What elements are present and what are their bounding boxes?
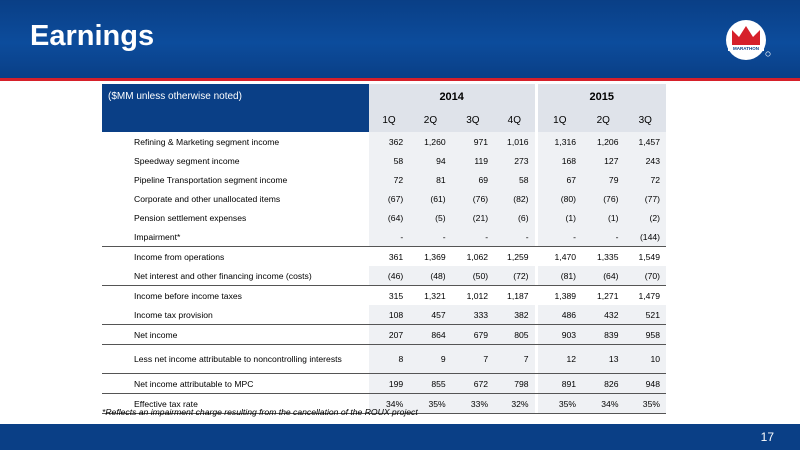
value-cell-2014: 119: [452, 151, 494, 170]
value-cell-2014: 333: [452, 305, 494, 325]
table-row: [102, 286, 666, 306]
value-cell-2015: 839: [582, 325, 624, 345]
value-cell-2014: 1,260: [409, 132, 451, 151]
value-cell-2015: 35%: [624, 394, 666, 414]
value-cell-2014: (67): [369, 189, 409, 208]
value-cell-2015: (77): [624, 189, 666, 208]
value-cell-2015: 243: [624, 151, 666, 170]
value-cell-2014: -: [452, 227, 494, 247]
value-cell-2015: 72: [624, 170, 666, 189]
value-cell-2015: (1): [538, 208, 582, 227]
row-label: Effective tax rate: [102, 394, 369, 414]
value-cell-2014: 1,016: [494, 132, 534, 151]
value-cell-2015: 521: [624, 305, 666, 325]
year-header-2015: 2015: [538, 84, 666, 109]
value-cell-2015: 1,316: [538, 132, 582, 151]
value-cell-2015: (81): [538, 266, 582, 286]
quarter-header: 3Q: [624, 109, 666, 132]
value-cell-2014: 34%: [369, 394, 409, 414]
value-cell-2014: (21): [452, 208, 494, 227]
value-cell-2015: 432: [582, 305, 624, 325]
value-cell-2014: 672: [452, 374, 494, 394]
quarter-header: 3Q: [452, 109, 494, 132]
value-cell-2014: 72: [369, 170, 409, 189]
value-cell-2014: 864: [409, 325, 451, 345]
value-cell-2015: 1,549: [624, 247, 666, 267]
value-cell-2014: 855: [409, 374, 451, 394]
value-cell-2014: 69: [452, 170, 494, 189]
value-cell-2015: (70): [624, 266, 666, 286]
value-cell-2014: (61): [409, 189, 451, 208]
value-cell-2015: (80): [538, 189, 582, 208]
table-row: [102, 247, 666, 267]
value-cell-2014: 1,321: [409, 286, 451, 306]
footer-bar: [0, 424, 800, 450]
value-cell-2015: 34%: [582, 394, 624, 414]
value-cell-2015: 79: [582, 170, 624, 189]
row-label: Net income attributable to MPC: [102, 374, 369, 394]
value-cell-2014: 207: [369, 325, 409, 345]
row-label: Impairment*: [134, 231, 181, 242]
value-cell-2015: 1,457: [624, 132, 666, 151]
table-row: [102, 266, 666, 286]
table-row: [102, 151, 666, 170]
value-cell-2015: 486: [538, 305, 582, 325]
marathon-logo-icon: [718, 12, 776, 62]
page-number: 17: [760, 430, 774, 444]
table-row: [102, 374, 666, 394]
year-header-2014: 2014: [369, 84, 535, 109]
value-cell-2014: (50): [452, 266, 494, 286]
value-cell-2015: 168: [538, 151, 582, 170]
value-cell-2015: 127: [582, 151, 624, 170]
value-cell-2014: -: [409, 227, 451, 247]
value-cell-2014: 382: [494, 305, 534, 325]
value-cell-2014: (82): [494, 189, 534, 208]
value-cell-2015: (144): [624, 227, 666, 247]
value-cell-2015: 948: [624, 374, 666, 394]
value-cell-2014: 361: [369, 247, 409, 267]
value-cell-2015: (76): [582, 189, 624, 208]
value-cell-2015: 826: [582, 374, 624, 394]
unit-label: ($MM unless otherwise noted): [102, 84, 369, 132]
quarter-header: 4Q: [494, 109, 534, 132]
earnings-table: [102, 84, 666, 414]
value-cell-2015: 13: [582, 345, 624, 374]
table-row: [102, 325, 666, 345]
row-label: Income before income taxes: [102, 286, 369, 306]
row-label: Net interest and other financing income (costs): [134, 270, 312, 281]
value-cell-2014: 199: [369, 374, 409, 394]
value-cell-2014: 971: [452, 132, 494, 151]
value-cell-2015: 10: [624, 345, 666, 374]
value-cell-2015: -: [582, 227, 624, 247]
value-cell-2014: 1,062: [452, 247, 494, 267]
value-cell-2015: 958: [624, 325, 666, 345]
value-cell-2014: 35%: [409, 394, 451, 414]
value-cell-2015: 1,335: [582, 247, 624, 267]
value-cell-2014: (46): [369, 266, 409, 286]
value-cell-2015: 891: [538, 374, 582, 394]
value-cell-2014: 7: [452, 345, 494, 374]
value-cell-2014: 362: [369, 132, 409, 151]
value-cell-2014: 94: [409, 151, 451, 170]
row-label: Less net income attributable to noncontrolling interests: [102, 345, 369, 374]
value-cell-2014: 9: [409, 345, 451, 374]
value-cell-2015: 903: [538, 325, 582, 345]
value-cell-2014: -: [494, 227, 534, 247]
footnote: *Reflects an impairment charge resulting from the cancellation of the ROUX project: [102, 407, 418, 417]
table-row: [102, 305, 666, 325]
quarter-header: 2Q: [582, 109, 624, 132]
row-label: Pension settlement expenses: [134, 212, 247, 223]
value-cell-2014: (76): [452, 189, 494, 208]
value-cell-2014: 1,012: [452, 286, 494, 306]
value-cell-2015: 1,470: [538, 247, 582, 267]
table-row: [102, 345, 666, 374]
value-cell-2015: 1,206: [582, 132, 624, 151]
value-cell-2015: 12: [538, 345, 582, 374]
header-bar: [0, 0, 800, 78]
quarter-header: 2Q: [409, 109, 451, 132]
value-cell-2015: 1,479: [624, 286, 666, 306]
row-label: Pipeline Transportation segment income: [134, 174, 288, 185]
value-cell-2014: 108: [369, 305, 409, 325]
value-cell-2015: (2): [624, 208, 666, 227]
value-cell-2014: (48): [409, 266, 451, 286]
row-label: Income tax provision: [134, 309, 213, 320]
value-cell-2015: 67: [538, 170, 582, 189]
value-cell-2014: 1,369: [409, 247, 451, 267]
row-label: Income from operations: [102, 247, 369, 267]
value-cell-2014: 457: [409, 305, 451, 325]
value-cell-2015: 35%: [538, 394, 582, 414]
row-label: Corporate and other unallocated items: [134, 193, 281, 204]
value-cell-2014: 7: [494, 345, 534, 374]
value-cell-2015: -: [538, 227, 582, 247]
value-cell-2015: 1,389: [538, 286, 582, 306]
row-label: Refining & Marketing segment income: [134, 136, 280, 147]
table-row: [102, 189, 666, 208]
value-cell-2014: 32%: [494, 394, 534, 414]
value-cell-2014: (64): [369, 208, 409, 227]
value-cell-2014: 679: [452, 325, 494, 345]
value-cell-2015: (64): [582, 266, 624, 286]
value-cell-2014: (72): [494, 266, 534, 286]
page-title: Earnings: [30, 20, 155, 52]
value-cell-2014: 798: [494, 374, 534, 394]
value-cell-2014: 1,187: [494, 286, 534, 306]
value-cell-2014: -: [369, 227, 409, 247]
value-cell-2014: 33%: [452, 394, 494, 414]
table-row: [102, 170, 666, 189]
value-cell-2014: 805: [494, 325, 534, 345]
value-cell-2014: 1,259: [494, 247, 534, 267]
row-label: Speedway segment income: [134, 155, 240, 166]
logo-text: MARATHON: [733, 46, 759, 51]
value-cell-2014: 58: [369, 151, 409, 170]
quarter-header: 1Q: [538, 109, 582, 132]
row-label: Net income: [102, 325, 369, 345]
value-cell-2014: (6): [494, 208, 534, 227]
value-cell-2014: 58: [494, 170, 534, 189]
value-cell-2014: (5): [409, 208, 451, 227]
value-cell-2014: 8: [369, 345, 409, 374]
value-cell-2014: 315: [369, 286, 409, 306]
value-cell-2015: 1,271: [582, 286, 624, 306]
quarter-header: 1Q: [369, 109, 409, 132]
value-cell-2014: 81: [409, 170, 451, 189]
header-accent-line: [0, 78, 800, 81]
value-cell-2015: (1): [582, 208, 624, 227]
table-row: [102, 208, 666, 227]
value-cell-2014: 273: [494, 151, 534, 170]
table-row: [102, 227, 666, 247]
table-row: [102, 132, 666, 151]
